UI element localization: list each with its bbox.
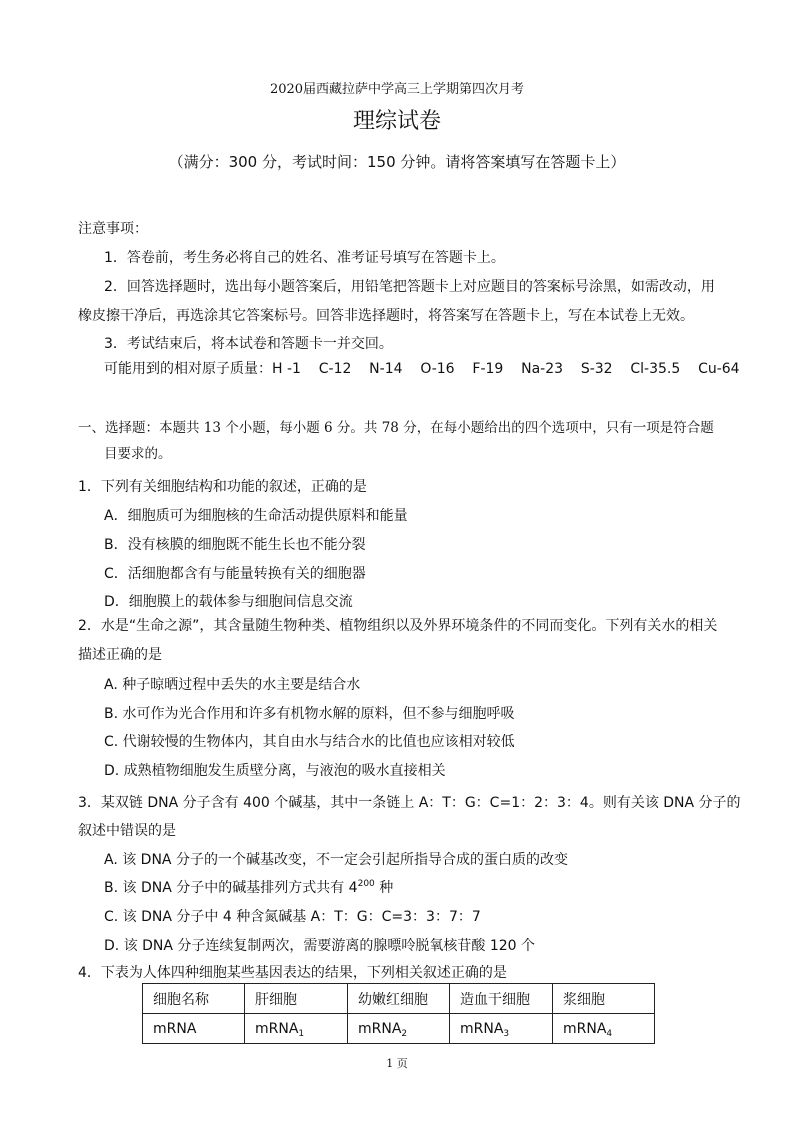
table-row (143, 1014, 655, 1044)
section-1-instructions-cont: 目要求的。 (104, 446, 172, 462)
question-3-stem: 3．某双链 DNA 分子含有 400 个碱基，其中一条链上 A：T：G：C=1：2：3：4。则有关该 DNA 分子的 (78, 795, 741, 811)
question-3-option-b (104, 877, 393, 897)
question-3-option-d: D. 该 DNA 分子连续复制两次，需要游离的腺嘌呤脱氧核苷酸 120 个 (104, 938, 536, 954)
note-item-2-line-1: 2．回答选择题时，选出每小题答案后，用铅笔把答题卡上对应题目的答案标号涂黑，如需改动，用 (104, 279, 715, 295)
option-b-text: B. 该 DNA 分子中的碱基排列方式共有 4 (104, 880, 358, 896)
table-cell (450, 1014, 553, 1044)
cell-base: mRNA (255, 1020, 299, 1037)
table-cell (553, 1014, 655, 1044)
table-header-cell: 造血干细胞 (450, 984, 553, 1014)
question-1-stem: 1．下列有关细胞结构和功能的叙述，正确的是 (78, 479, 367, 495)
question-2-option-c: C. 代谢较慢的生物体内，其自由水与结合水的比值也应该相对较低 (104, 734, 515, 750)
gene-expression-table (142, 983, 655, 1044)
exam-title: 2020届西藏拉萨中学高三上学期第四次月考 (269, 82, 525, 97)
question-2-option-b: B. 水可作为光合作用和许多有机物水解的原料，但不参与细胞呼吸 (104, 706, 515, 722)
question-3-option-a: A. 该 DNA 分子的一个碱基改变，不一定会引起所指导合成的蛋白质的改变 (104, 852, 568, 868)
question-1-option-d: D．细胞膜上的载体参与细胞间信息交流 (104, 594, 353, 610)
table-header-cell: 细胞名称 (143, 984, 245, 1014)
note-item-1: 1．答卷前，考生务必将自己的姓名、准考证号填写在答题卡上。 (104, 250, 505, 266)
notes-heading: 注意事项： (78, 221, 148, 237)
question-2-stem-cont: 描述正确的是 (78, 647, 162, 663)
cell-sub: 3 (503, 1028, 510, 1039)
cell-sub: 2 (401, 1028, 408, 1039)
section-1-instructions: 一、选择题：本题共 13 个小题，每小题 6 分。共 78 分，在每小题给出的四个选项中，只有一项是符合题 (78, 420, 714, 436)
table-row-label: mRNA (143, 1014, 245, 1044)
question-2-option-a: A. 种子晾晒过程中丢失的水主要是结合水 (104, 677, 361, 693)
note-item-2-line-2: 橡皮擦干净后，再选涂其它答案标号。回答非选择题时，将答案写在答题卡上，写在本试卷上无效。 (78, 308, 694, 324)
question-1-option-a: A．细胞质可为细胞核的生命活动提供原料和能量 (104, 508, 408, 524)
question-4-stem: 4．下表为人体四种细胞某些基因表达的结果，下列相关叙述正确的是 (78, 965, 507, 981)
question-2-option-d: D. 成熟植物细胞发生质壁分离，与液泡的吸水直接相关 (104, 763, 446, 779)
note-item-3: 3．考试结束后，将本试卷和答题卡一并交回。 (104, 336, 393, 352)
question-1-option-c: C．活细胞都含有与能量转换有关的细胞器 (104, 566, 366, 582)
question-1-option-b: B．没有核膜的细胞既不能生长也不能分裂 (104, 537, 366, 553)
table-cell (245, 1014, 348, 1044)
cell-sub: 1 (298, 1028, 305, 1039)
table-header-row (143, 984, 655, 1014)
exam-meta: （满分：300 分，考试时间：150 分钟。请将答案填写在答题卡上） (168, 153, 626, 171)
table-cell (348, 1014, 450, 1044)
cell-base: mRNA (563, 1020, 607, 1037)
page-number: 1 页 (386, 1057, 408, 1070)
subject-title: 理综试卷 (352, 109, 441, 134)
table-header-cell: 浆细胞 (553, 984, 655, 1014)
question-3-stem-cont: 叙述中错误的是 (78, 823, 176, 839)
question-3-option-c: C. 该 DNA 分子中 4 种含氮碱基 A：T：G：C=3：3：7：7 (104, 909, 481, 925)
table-header-cell: 幼嫩红细胞 (348, 984, 450, 1014)
cell-sub: 4 (606, 1028, 613, 1039)
cell-base: mRNA (460, 1020, 504, 1037)
cell-base: mRNA (358, 1020, 402, 1037)
exponent: 200 (357, 879, 375, 889)
table-header-cell: 肝细胞 (245, 984, 348, 1014)
question-2-stem: 2．水是“生命之源”，其含量随生物种类、植物组织以及外界环境条件的不同而变化。下列有关水的相关 (78, 618, 718, 634)
option-b-suffix: 种 (374, 880, 394, 896)
atomic-masses: 可能用到的相对原子质量：H -1 C-12 N-14 O-16 F-19 Na-23 S-32 Cl-35.5 Cu-64 (104, 361, 740, 377)
